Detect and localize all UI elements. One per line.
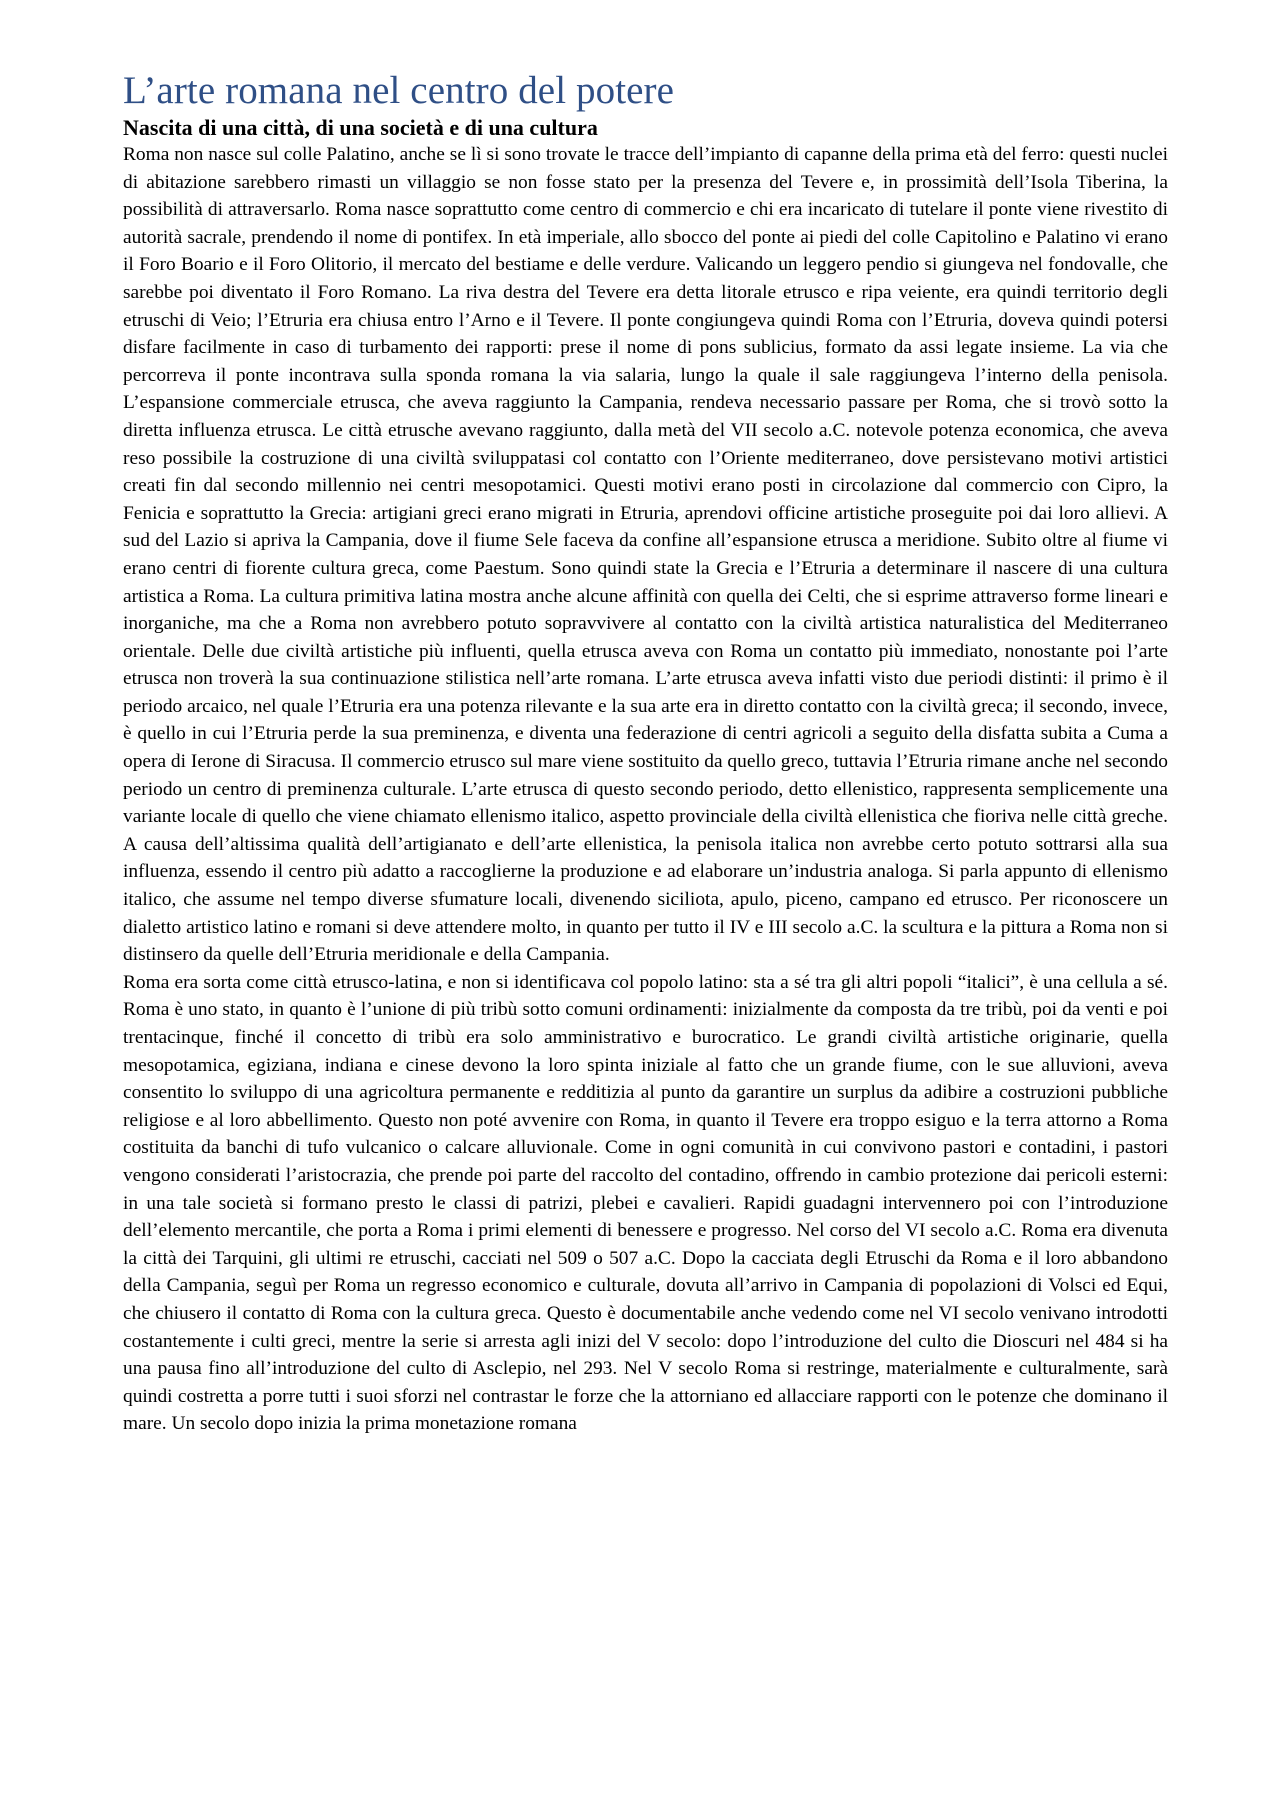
- body-paragraph-2: Roma era sorta come città etrusco-latina, e non si identificava col popolo latino: sta a sé tra gli altri popoli “italici”, è una cellula a sé. Roma è uno stato, in quanto è l’unione di più tribù sotto comuni ordinamenti: inizialmente da composta da tre tribù, poi da venti e poi trentacinque, finché il concetto di tribù era solo amministrativo e burocratico. Le grandi civiltà artistiche originarie, quella mesopotamica, egiziana, indiana e cinese devono la loro spinta iniziale al fatto che un grande fiume, con le sue alluvioni, aveva consentito lo sviluppo di una agricoltura permanente e redditizia al punto da garantire un surplus da adibire a costruzioni pubbliche religiose e al loro abbellimento. Questo non poté avvenire con Roma, in quanto il Tevere era troppo esiguo e la terra attorno a Roma costituita da banchi di tufo vulcanico o calcare alluvionale. Come in ogni comunità in cui convivono pastori e contadini, i pastori vengono considerati l’aristocrazia, che prende poi parte del raccolto del contadino, offrendo in cambio protezione dai pericoli esterni: in una tale società si formano presto le classi di patrizi, plebei e cavalieri. Rapidi guadagni intervennero poi con l’introduzione dell’elemento mercantile, che porta a Roma i primi elementi di benessere e progresso. Nel corso del VI secolo a.C. Roma era divenuta la città dei Tarquini, gli ultimi re etruschi, cacciati nel 509 o 507 a.C. Dopo la cacciata degli Etruschi da Roma e il loro abbandono della Campania, seguì per Roma un regresso economico e culturale, dovuta all’arrivo in Campania di popolazioni di Volsci ed Equi, che chiusero il contatto di Roma con la cultura greca. Questo è documentabile anche vedendo come nel VI secolo venivano introdotti costantemente i culti greci, mentre la serie si arresta agli inizi del V secolo: dopo l’introduzione del culto die Dioscuri nel 484 si ha una pausa fino all’introduzione del culto di Asclepio, nel 293. Nel V secolo Roma si restringe, materialmente e culturalmente, sarà quindi costretta a porre tutti i suoi sforzi nel contrastar le forze che la attorniano ed allacciare rapporti con le potenze che dominano il mare. Un secolo dopo inizia la prima monetazione romana: [123, 971, 1168, 1435]
- section-subtitle: Nascita di una città, di una società e di una cultura: [123, 115, 598, 140]
- document-page: [123, 68, 1168, 1438]
- page-title: L’arte romana nel centro del potere: [123, 69, 675, 112]
- body-paragraph-1: Roma non nasce sul colle Palatino, anche se lì si sono trovate le tracce dell’impianto di capanne della prima età del ferro: questi nuclei di abitazione sarebbero rimasti un villaggio se non fosse stato per la presenza del Tevere e, in prossimità dell’Isola Tiberina, la possibilità di attraversarlo. Roma nasce soprattutto come centro di commercio e chi era incaricato di tutelare il ponte viene rivestito di autorità sacrale, prendendo il nome di pontifex. In età imperiale, allo sbocco del ponte ai piedi del colle Capitolino e Palatino vi erano il Foro Boario e il Foro Olitorio, il mercato del bestiame e delle verdure. Valicando un leggero pendio si giungeva nel fondovalle, che sarebbe poi diventato il Foro Romano. La riva destra del Tevere era detta litorale etrusco e ripa veiente, era quindi territorio degli etruschi di Veio; l’Etruria era chiusa entro l’Arno e il Tevere. Il ponte congiungeva quindi Roma con l’Etruria, doveva quindi potersi disfare facilmente in caso di turbamento dei rapporti: prese il nome di pons sublicius, formato da assi legate insieme. La via che percorreva il ponte incontrava sulla sponda romana la via salaria, lungo la quale il sale raggiungeva l’interno della penisola. L’espansione commerciale etrusca, che aveva raggiunto la Campania, rendeva necessario passare per Roma, che si trovò sotto la diretta influenza etrusca. Le città etrusche avevano raggiunto, dalla metà del VII secolo a.C. notevole potenza economica, che aveva reso possibile la costruzione di una civiltà sviluppatasi col contatto con l’Oriente mediterraneo, dove persistevano motivi artistici creati fin dal secondo millennio nei centri mesopotamici. Questi motivi erano posti in circolazione dal commercio con Cipro, la Fenicia e soprattutto la Grecia: artigiani greci erano migrati in Etruria, aprendovi officine artistiche proseguite poi dai loro allievi. A sud del Lazio si apriva la Campania, dove il fiume Sele faceva da confine all’espansione etrusca a meridione. Subito oltre al fiume vi erano centri di fiorente cultura greca, come Paestum. Sono quindi state la Grecia e l’Etruria a determinare il nascere di una cultura artistica a Roma. La cultura primitiva latina mostra anche alcune affinità con quella dei Celti, che si esprime attraverso forme lineari e inorganiche, ma che a Roma non avrebbero potuto sopravvivere al contatto con la civiltà artistica naturalistica del Mediterraneo orientale. Delle due civiltà artistiche più influenti, quella etrusca aveva con Roma un contatto più immediato, nonostante poi l’arte etrusca non troverà la sua continuazione stilistica nell’arte romana. L’arte etrusca aveva infatti visto due periodi distinti: il primo è il periodo arcaico, nel quale l’Etruria era una potenza rilevante e la sua arte era in diretto contatto con la civiltà greca; il secondo, invece, è quello in cui l’Etruria perde la sua preminenza, e diventa una federazione di centri agricoli a seguito della disfatta subita a Cuma a opera di Ierone di Siracusa. Il commercio etrusco sul mare viene sostituito da quello greco, tuttavia l’Etruria rimane anche nel secondo periodo un centro di preminenza culturale. L’arte etrusca di questo secondo periodo, detto ellenistico, rappresenta semplicemente una variante locale di quello che viene chiamato ellenismo italico, aspetto provinciale della civiltà ellenistica che fioriva nelle città greche. A causa dell’altissima qualità dell’artigianato e dell’arte ellenistica, la penisola italica non avrebbe certo potuto sottrarsi alla sua influenza, essendo il centro più adatto a raccoglierne la produzione e ad elaborare un’industria analoga. Si parla appunto di ellenismo italico, che assume nel tempo diverse sfumature locali, divenendo siciliota, apulo, piceno, campano ed etrusco. Per riconoscere un dialetto artistico latino e romani si deve attendere molto, in quanto per tutto il IV e III secolo a.C. la scultura e la pittura a Roma non si distinsero da quelle dell’Etruria meridionale e della Campania.: [123, 144, 1168, 966]
